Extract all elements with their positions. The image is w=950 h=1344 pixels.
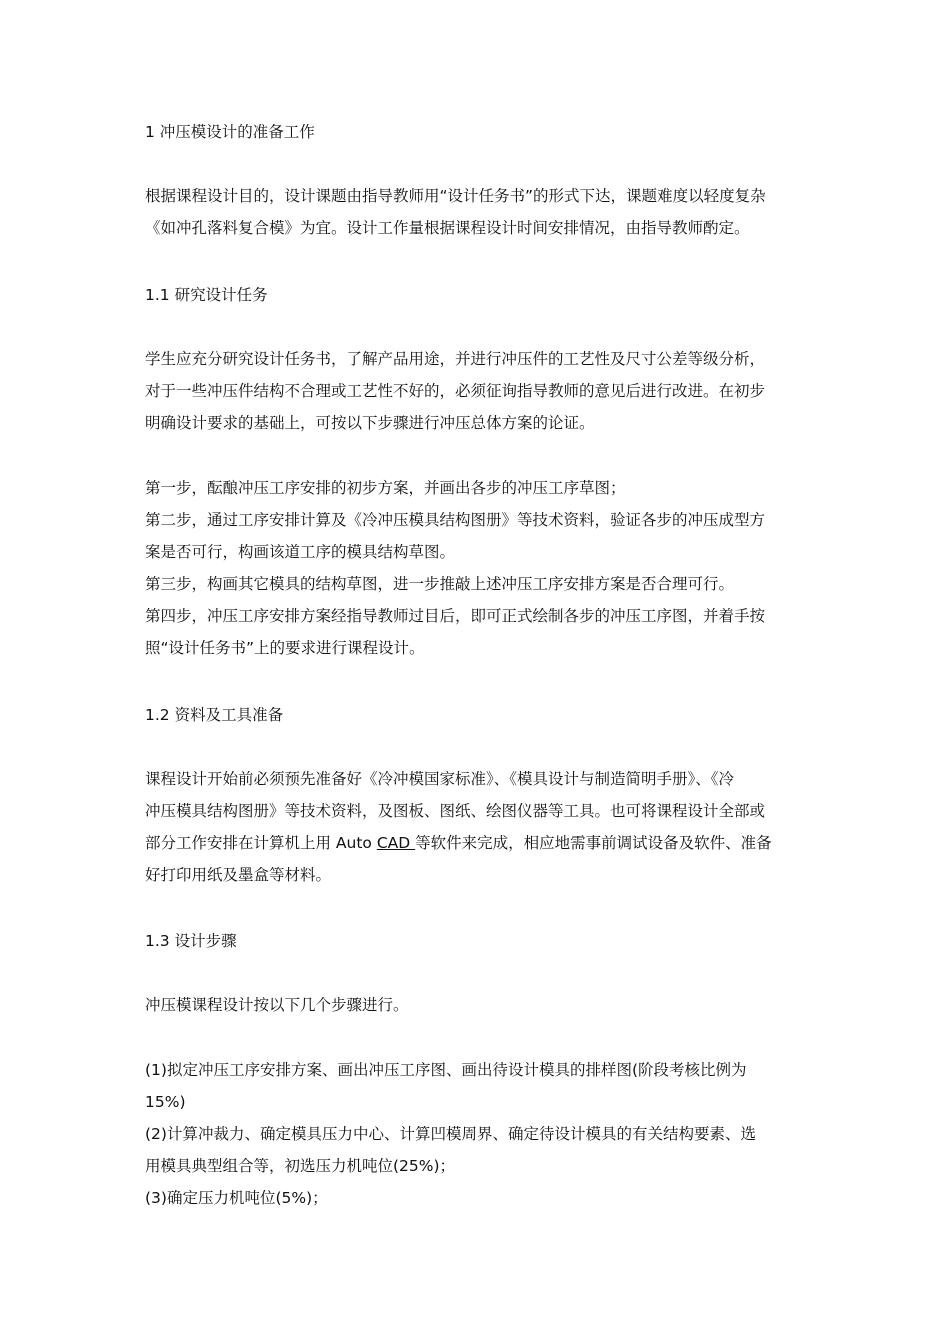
paragraph-line: 《如冲孔落料复合模》为宜。设计工作量根据课程设计时间安排情况，由指导教师酌定。 [145,219,750,237]
paragraph-line: 好打印用纸及墨盒等材料。 [145,866,332,884]
paragraph-line: 对于一些冲压件结构不合理或工艺性不好的，必须征询指导教师的意见后进行改进。在初步 [145,382,766,400]
list-item-line: 15%) [145,1093,186,1111]
paragraph-line: 冲压模具结构图册》等技术资料，及图板、图纸、绘图仪器等工具。也可将课程设计全部或 [145,802,766,820]
paragraph-line: 冲压模课程设计按以下几个步骤进行。 [145,996,409,1014]
paragraph-line: 课程设计开始前必须预先准备好《冷冲模国家标准》、《模具设计与制造简明手册》、《冷 [145,770,735,788]
section-heading-1-2: 1.2 资料及工具准备 [145,706,284,724]
paragraph-line-with-link [145,833,810,853]
step-line: 案是否可行，构画该道工序的模具结构草图。 [145,543,456,561]
step-line: 第二步，通过工序安排计算及《冷冲压模具结构图册》等技术资料，验证各步的冲压成型方 [145,511,766,529]
section-heading-1-1: 1.1 研究设计任务 [145,286,268,304]
list-item-line: 用模具典型组合等，初选压力机吨位(25%)； [145,1157,456,1175]
section-heading-1: 1 冲压模设计的准备工作 [145,123,315,141]
paragraph-line: 根据课程设计目的，设计课题由指导教师用“设计任务书”的形式下达，课题难度以轻度复杂 [145,187,766,205]
list-item-line: (1)拟定冲压工序安排方案、画出冲压工序图、画出待设计模具的排样图(阶段考核比例为 [145,1061,747,1079]
paragraph-line: 学生应充分研究设计任务书，了解产品用途，并进行冲压件的工艺性及尺寸公差等级分析， [145,350,766,368]
step-line: 第三步，构画其它模具的结构草图，进一步推敲上述冲压工序安排方案是否合理可行。 [145,575,735,593]
step-line: 第一步，酝酿冲压工序安排的初步方案，并画出各步的冲压工序草图； [145,479,626,497]
text-after-link: 等软件来完成，相应地需事前调试设备及软件、准备 [415,834,772,852]
list-item-line: (2)计算冲裁力、确定模具压力中心、计算凹模周界、确定待设计模具的有关结构要素、选 [145,1125,756,1143]
step-line: 第四步，冲压工序安排方案经指导教师过目后，即可正式绘制各步的冲压工序图，并着手按 [145,607,766,625]
section-heading-1-3: 1.3 设计步骤 [145,932,237,950]
cad-link[interactable]: CAD [376,834,416,852]
text-before-link: 部分工作安排在计算机上用 Auto [145,834,377,852]
step-line: 照“设计任务书”上的要求进行课程设计。 [145,639,425,657]
list-item-line: (3)确定压力机吨位(5%)； [145,1189,328,1207]
paragraph-line: 明确设计要求的基础上，可按以下步骤进行冲压总体方案的论证。 [145,414,595,432]
